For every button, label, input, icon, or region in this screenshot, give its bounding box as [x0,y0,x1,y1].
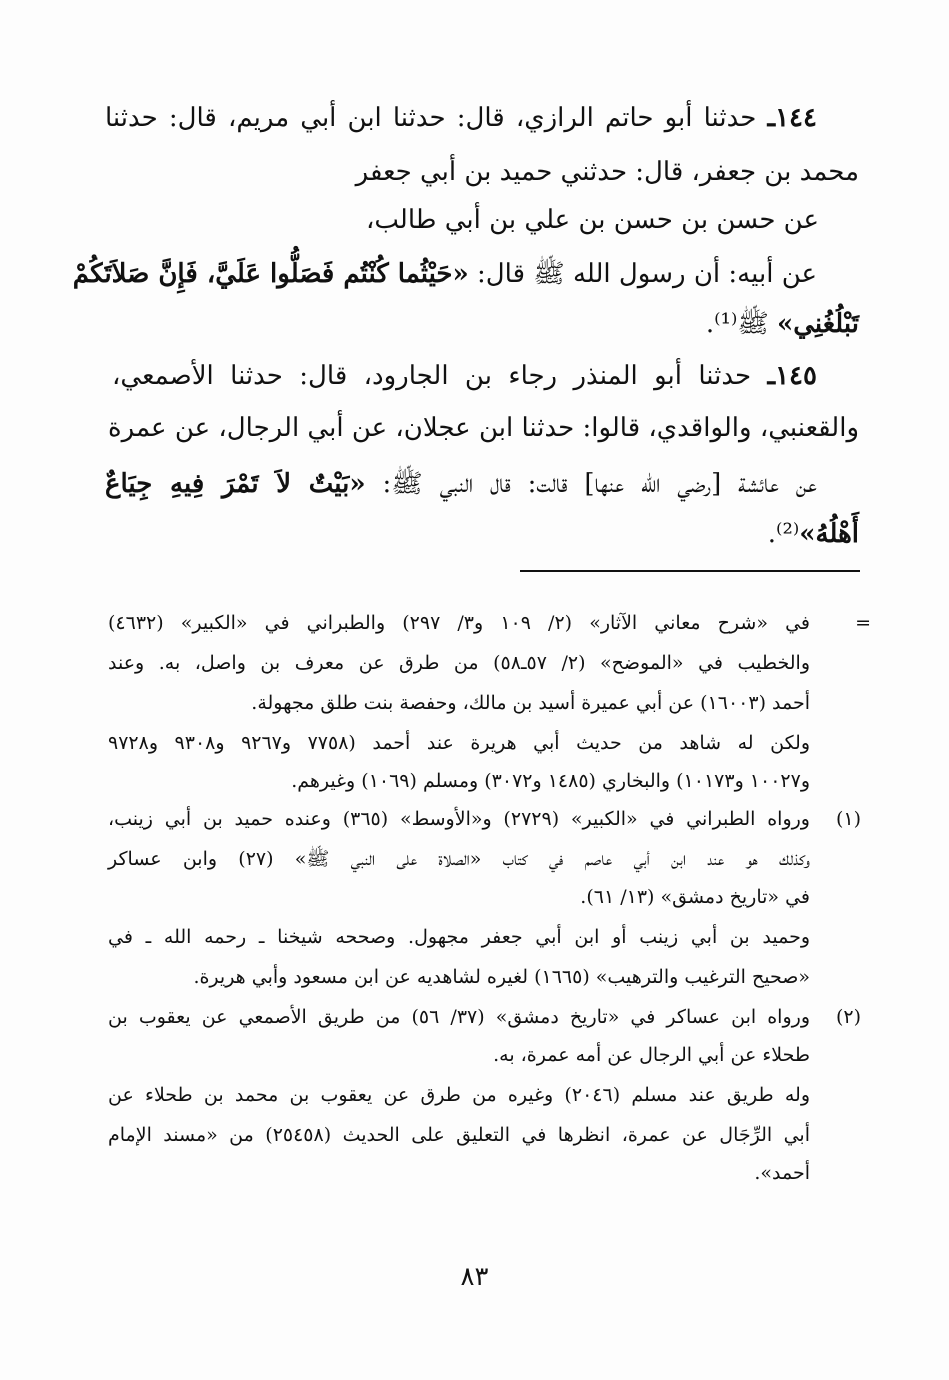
footnote-line: والخطيب في «الموضح» (٢/ ٥٧ـ٥٨) من طرق عن معرف بن واصل، به. وعند [108,652,810,674]
footnote-marker-1: (١) [835,808,861,830]
page-number: ٨٣ [460,1262,489,1292]
hadith-144-line-1 [105,98,817,138]
footnote-line: في «تاريخ دمشق» (١٣/ ٦١). [580,886,810,908]
footnote-line: ورواه الطبراني في «الكبير» (٢٧٢٩) و«الأوسط» (٣٦٥) وعنده حميد بن أبي زينب، [108,808,810,830]
footnote-line: في «شرح معاني الآثار» (٢/ ١٠٩ و٣/ ٢٩٧) والطبراني في «الكبير» (٤٦٣٢) [108,612,810,634]
footnote-line: أبي الرِّجَال عن عمرة، انظرها في التعليق على الحديث (٢٥٤٥٨) من «مسند الإمام [108,1124,810,1146]
continuation-mark: = [855,612,871,634]
hadith-144-line-2 [356,152,859,192]
text-span: محمد بن جعفر، قال: حدثني حميد بن أبي جعفر [355,157,859,187]
footnote-line: طحلاء عن أبي الرجال عن أمه عمرة، به. [493,1044,810,1066]
footnote-line: ورواه ابن عساكر في «تاريخ دمشق» (٣٧/ ٥٦) من طريق الأصمعي عن يعقوب بن [108,1006,810,1028]
footnote-separator [520,570,860,572]
hadith-144-line-3 [366,200,819,240]
text-span: حدثنا أبو المنذر رجاء بن الجارود، قال: حدثنا الأصمعي، [112,361,768,391]
hadith-144-line-5 [706,304,859,344]
text-span: ⁽²⁾. [767,519,800,549]
text-span: عن أبيه: أن رسول الله ﷺ قال: [468,259,817,289]
hadith-quote: تَبْلُغُنِي» [777,309,859,339]
footnote-line: أحمد (١٦٠٠٣) عن أبي عميرة أسيد بن مالك، وحفصة بنت طلق مجهولة. [251,692,810,714]
hadith-number: ١٤٥ـ [767,361,817,391]
hadith-145-line-4 [768,514,859,554]
footnote-line: ولكن له شاهد من حديث أبي هريرة عند أحمد (٧٧٥٨ و٩٢٦٧ و٩٣٠٨ و٩٧٢٨ [108,732,811,754]
footnote-marker-2: (٢) [835,1006,861,1028]
hadith-145-line-2 [108,408,859,448]
text-span: عن عائشة [رضي الله عنها] قالت: قال النبي ﷺ: [365,469,817,499]
hadith-quote: «حَيْثُما كُنْتُم فَصَلُّوا عَلَيَّ، فَإِنَّ صَلاَتَكُمْ [72,259,469,289]
footnote-line: وحميد بن أبي زينب أو ابن أبي جعفر مجهول. وصححه شيخنا ـ رحمه الله ـ في [108,926,810,948]
footnote-line: «صحيح الترغيب والترهيب» (١٦٦٥) لغيره لشاهديه عن ابن مسعود وأبي هريرة. [193,966,810,988]
footnote-line: أحمد». [754,1162,810,1184]
hadith-quote: «بَيْتٌ لاَ تَمْرَ فِيهِ جِيَاعٌ [105,469,366,499]
text-span: حدثنا أبو حاتم الرازي، قال: حدثنا ابن أبي مريم، قال: حدثنا [105,103,768,133]
text-span: عن حسن بن حسن بن علي بن أبي طالب، [365,205,819,235]
hadith-144-line-4 [72,254,817,294]
hadith-number: ١٤٤ـ [767,103,817,133]
hadith-quote: أَهْلُهُ» [799,519,859,549]
footnote-line: وله طريق عند مسلم (٢٠٤٦) وغيره من طرق عن يعقوب بن محمد بن طحلاء عن [108,1084,810,1106]
hadith-145-line-3 [105,464,817,504]
text-span: ﷺ⁽¹⁾. [705,309,777,339]
footnote-line: وكذلك هو عند ابن أبي عاصم في كتاب «الصلاة على النبي ﷺ» (٢٧) وابن عساكر [108,848,810,870]
footnote-line: و١٠٠٢٧ و١٠١٧٣) والبخاري (١٤٨٥ و٣٠٧٢) ومسلم (١٠٦٩) وغيرهم. [291,770,810,792]
hadith-145-line-1 [112,356,817,396]
text-span: والقعنبي، والواقدي، قالوا: حدثنا ابن عجلان، عن أبي الرجال، عن عمرة [108,413,859,443]
